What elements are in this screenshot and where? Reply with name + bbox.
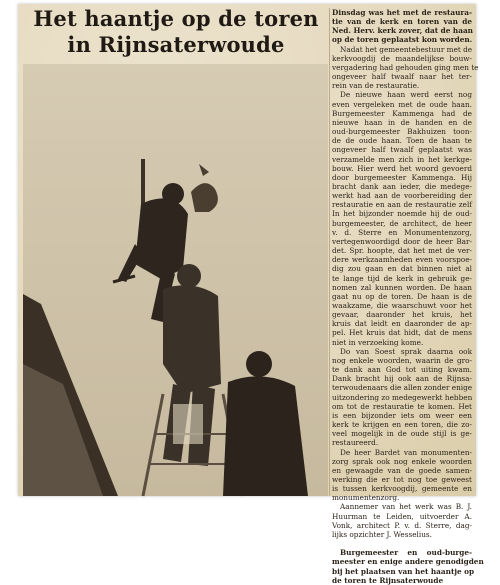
article-body-line: even vergeleken met de oude haan. bbox=[332, 99, 472, 109]
article-body-line: te lange tijd de kerk in gebruik ge- bbox=[332, 273, 472, 283]
article-body-line: v. d. Sterre en Monumentenzorg, bbox=[332, 227, 472, 237]
article-body-line: In het bijzonder noemde hij de oud- bbox=[332, 209, 472, 219]
article-body-line: Nadat het gemeentebestuur met de bbox=[340, 44, 473, 54]
column-divider bbox=[329, 8, 330, 496]
article-body-line: uitzondering zo medegewerkt hebben bbox=[332, 392, 473, 402]
headline bbox=[26, 6, 326, 58]
article-body-line: monumentenzorg. bbox=[332, 493, 400, 503]
article-body-line: de toren te Rijnsaterwoude bbox=[332, 575, 444, 585]
article-body-line: kruis dat leidt en daaronder de ap- bbox=[332, 319, 472, 329]
article-body-line: De nieuwe haan werd eerst nog bbox=[340, 90, 472, 100]
article-body-line: dig zou gaan en dat binnen niet al bbox=[332, 264, 472, 274]
newspaper-clipping bbox=[18, 4, 484, 585]
article-body-line: meester en enige andere genodigden bbox=[332, 557, 484, 567]
article-body-line: om tot de restauratie te komen. Het bbox=[332, 401, 472, 411]
article-body-line: en gewaagde van de goede samen- bbox=[332, 465, 472, 475]
article-body-line: bouw. Hier werd het woord gevoerd bbox=[332, 163, 472, 173]
article-body-line: nog enkele woorden, waarin de gro- bbox=[332, 355, 472, 365]
article-body-line: burgemeester, de architect, de heer bbox=[332, 218, 472, 228]
article-body-line: pel. Het kruis dat hidt, dat de mens bbox=[332, 328, 472, 338]
article-body-line: Do van Soest sprak daarna ook bbox=[340, 346, 472, 356]
article-body-line: vergadering had gehouden ging men te bbox=[332, 62, 479, 72]
article-body-line: werking die er tot nog toe geweest bbox=[332, 474, 472, 484]
article-body-line: gevaar, daaronder het kruis, het bbox=[332, 310, 472, 320]
article-body-line: nomen zal kunnen worden. De haan bbox=[332, 282, 472, 292]
article-body-line: op de toren geplaatst kon worden. bbox=[332, 35, 473, 45]
article-body-line: Burgemeester en oud-burge- bbox=[340, 548, 472, 558]
article-body-line: gaat nu op de toren. De haan is de bbox=[332, 291, 472, 301]
article-body-line: terwoudenaars die allen zonder enige bbox=[332, 383, 473, 393]
article-body-line: bij het plaatsen van het haantje op bbox=[332, 566, 475, 576]
article-body-line: kerk te krijgen en een toren, die zo- bbox=[332, 420, 472, 430]
article-body-line: veel mogelijk in de oude stijl is ge- bbox=[332, 429, 472, 439]
article-body-line: Burgemeester Kammenga had de bbox=[332, 108, 472, 118]
article-body-line: Dank bracht hij ook aan de Rijnsa- bbox=[332, 374, 472, 384]
article-body-line bbox=[332, 539, 472, 548]
article-body-line: restaureerd. bbox=[332, 438, 379, 448]
news-photo bbox=[23, 64, 328, 496]
article-body-line: verzamelde men zich in het kerkge- bbox=[332, 154, 472, 164]
article-body-line: kerkvoogdij de maandelijkse bouw- bbox=[332, 53, 472, 63]
article-body-line: vertegenwoordigd door de heer Bar- bbox=[332, 236, 472, 246]
article-body-line: dere werkzaamheden even voorspoe- bbox=[332, 255, 472, 265]
article-body-line: Huurman te Leiden, uitvoerder A. bbox=[332, 511, 472, 521]
article-body-line: ongeveer half twaalf geplaatst was bbox=[332, 145, 472, 155]
article-body-line: De heer Bardet van monumenten- bbox=[340, 447, 472, 457]
article-body-line: Dinsdag was het met de restaura- bbox=[332, 8, 472, 17]
photo-illustration bbox=[23, 64, 328, 496]
article-body-line: rein van de restauratie. bbox=[332, 81, 420, 91]
article-body-line: is een bijzonder iets om weer een bbox=[332, 410, 472, 420]
article-body-line: te dank aan God tot uiting kwam. bbox=[332, 365, 472, 375]
article-body-line: door burgemeester Kammenga. Hij bbox=[332, 172, 472, 182]
article-body-line: waakzame, die waarschuwt voor het bbox=[332, 301, 472, 310]
article-body-line: Ned. Herv. kerk zover, dat de haan bbox=[332, 26, 473, 36]
article-body-line: bracht dank aan ieder, die medege- bbox=[332, 181, 472, 191]
article-body-line: lijks opzichter J. Wesselius. bbox=[332, 529, 432, 539]
article-body-column bbox=[332, 8, 484, 585]
article-body-line: zorg sprak ook nog enkele woorden bbox=[332, 456, 472, 466]
article-body-line: Vonk, architect P. v. d. Sterre, dag- bbox=[332, 520, 472, 530]
article-body-line: restauratie en aan de restauratie zelf bbox=[332, 200, 472, 210]
article-body-line: ongeveer half twaalf naar het ter- bbox=[332, 72, 472, 82]
article-body-line: niet in verzoeking kome. bbox=[332, 337, 424, 347]
article-body-line: Aannemer van het werk was B. J. bbox=[340, 502, 472, 512]
article-body-line: oud-burgemeester Bakhuizen toon- bbox=[332, 127, 472, 137]
article-body-line: werkt had aan de voorbereiding der bbox=[332, 191, 472, 201]
article-body-line: det. Spr. hoopte, dat het met de ver- bbox=[332, 246, 472, 256]
headline-line-1: Het haantje op de toren bbox=[33, 6, 319, 31]
headline-line-2: in Rijnsaterwoude bbox=[67, 32, 285, 57]
article-body-line: tie van de kerk en toren van de bbox=[332, 17, 472, 27]
article-body-line: is tussen kerkvoogdij, gemeente en bbox=[332, 484, 472, 494]
article-body-line: de de oude haan. Toen de haan te bbox=[332, 136, 472, 146]
article-body-line: nieuwe haan in de handen en de bbox=[332, 117, 472, 127]
